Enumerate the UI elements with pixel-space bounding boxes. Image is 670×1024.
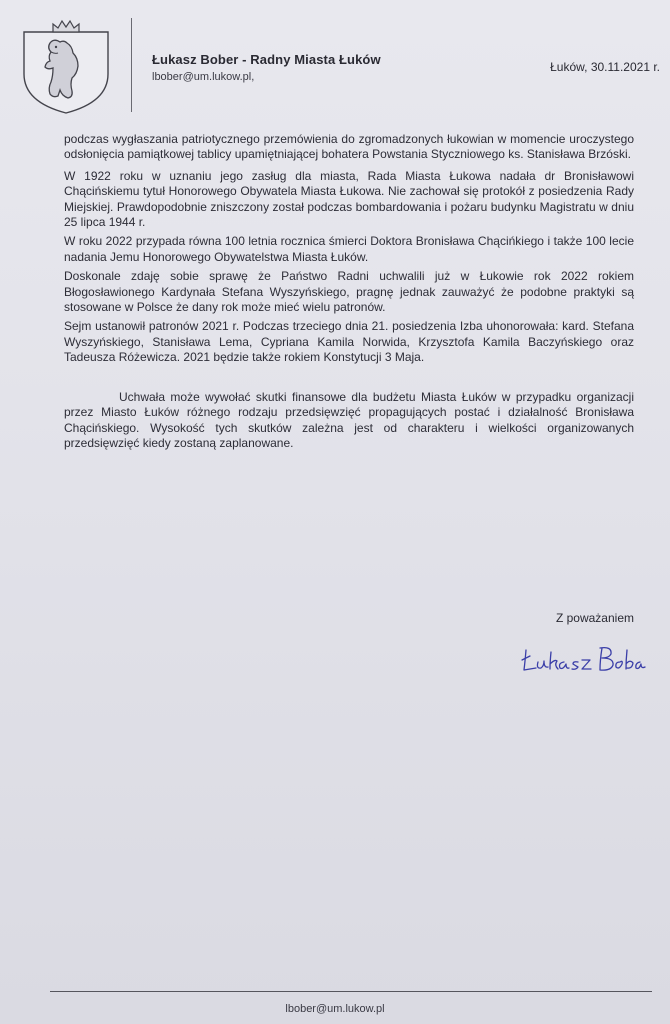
paragraph: W roku 2022 przypada równa 100 letnia rocznica śmierci Doktora Bronisława Chącińkiego i także 100 lecie nadania Jemu Honorowego Obywatelstwa Miasta Łuków. bbox=[64, 234, 634, 264]
footer-divider bbox=[50, 991, 652, 992]
paragraph: Sejm ustanowił patronów 2021 r. Podczas trzeciego dnia 21. posiedzenia Izba uhonorowała: kard. Stefana Wyszyńskiego, Stanisława Lema, Cypriana Kamila Norwida, Krzysztofa Kamila Baczyńskiego oraz Tadeusza Różewicza. 2021 będzie także rokiem Konstytucji 3 Maja. bbox=[64, 319, 634, 365]
paragraph: W 1922 roku w uznaniu jego zasług dla miasta, Rada Miasta Łukowa nadała dr Bronisławowi Chącińskiemu tytuł Honorowego Obywatela Miasta Łukowa. Nie zachował się protokół z posiedzenia Rady Miejskiej. Prawdopodobnie zniszczony został podczas bombardowania i pożaru budynku Magistratu w dniu 25 lipca 1944 r. bbox=[64, 168, 634, 230]
paragraph: podczas wygłaszania patriotycznego przemówienia do zgromadzonych łukowian w momencie uroczystego odsłonięcia pamiątkowej tablicy upamiętniającej bohatera Powstania Styczniowego ks. Stanisława Brzóski. bbox=[64, 132, 634, 162]
handwritten-signature bbox=[520, 642, 648, 678]
header-divider bbox=[131, 18, 132, 112]
author-email: lbober@um.lukow.pl, bbox=[152, 71, 255, 83]
paragraph: Doskonale zdaję sobie sprawę że Państwo Radni uchwalili już w Łukowie rok 2022 rokiem Błogosławionego Kardynała Stefana Wyszyńskiego, pragnę jednak zauważyć że podobne praktyki są stosowane w Polsce że dany rok może mieć wielu patronów. bbox=[64, 269, 634, 315]
author-name: Łukasz Bober - Radny Miasta Łuków bbox=[152, 52, 381, 67]
paragraph: Uchwała może wywołać skutki finansowe dla budżetu Miasta Łuków w przypadku organizacji przez Miasto Łuków różnego rodzaju przedsięwzięć propagujących postać i działalność Bronisława Chącińskiego. Wysokość tych skutków zależna jest od charakteru i wielkości organizowanych przedsięwzięć kiedy zostaną zaplanowane. bbox=[64, 389, 634, 451]
letter-date: Łuków, 30.11.2021 r. bbox=[550, 60, 660, 74]
footer-email: lbober@um.lukow.pl bbox=[285, 1003, 385, 1015]
coat-of-arms-bear-icon bbox=[20, 18, 112, 116]
letter-body bbox=[64, 132, 634, 456]
closing-salutation: Z poważaniem bbox=[555, 611, 634, 625]
